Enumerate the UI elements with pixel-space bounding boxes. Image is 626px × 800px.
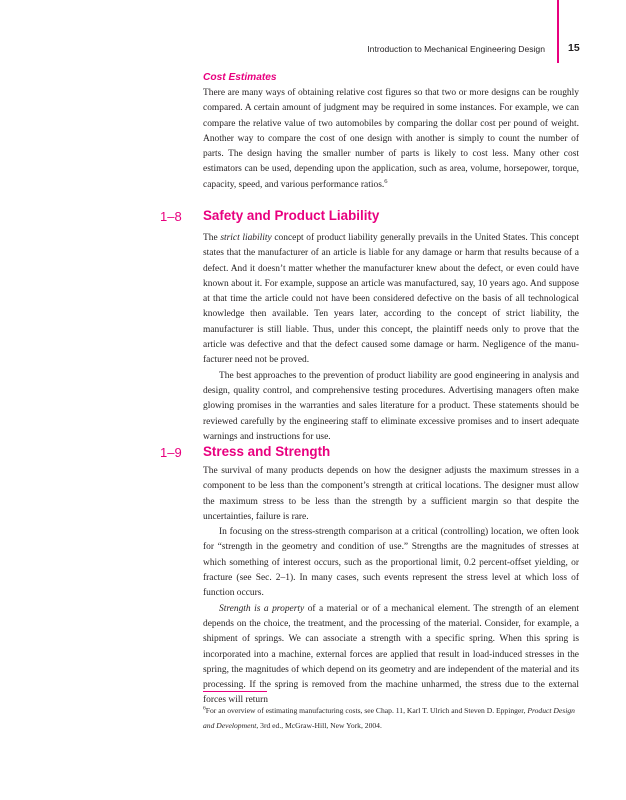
footnote-reference: 6	[384, 177, 388, 185]
cost-estimates-paragraph	[203, 86, 579, 193]
safety-paragraph-2: The best approaches to the prevention of product liability are good engineering in analysis and design, quality control, and comprehensive testing procedures. Advertising managers often make glowing promises in the warranties and sales literature for a product. These statements should be reviewed carefully by the engineering staff to eliminate excessive promises and to insert adequate warnings and instructions for use.	[203, 370, 579, 442]
safety-section-body	[203, 231, 579, 445]
stress-paragraph-1: The survival of many products depends on how the designer adjusts the maximum stresses in a component to be less than the component’s strength at critical locations. The designer must allow the maximum stress to be less than the strength by a sufficient margin so that despite the uncertainties, failure is rare.	[203, 466, 579, 522]
section-number-1-8: 1–8	[160, 209, 182, 224]
strict-liability-term: strict liability	[220, 233, 272, 243]
section-title-stress: Stress and Strength	[203, 444, 331, 459]
safety-p1-rest: concept of product liability generally prevails in the United States. This concept states that the manufacturer of an article is liable for any damage or harm that results because of a defect. And it doesn’t matter whether the manufacturer knew about the defect, or even could have known about it. For example, suppose an article was manufactured, say, 10 years ago. And suppose at that time the article could not have been considered defective on the basis of all technological knowledge then available. Ten years later, according to the concept of strict liability, the manufacturer is still liable. Thus, under this concept, the plaintiff needs only to prove that the article was defective and that the defect caused some damage or harm. Negligence of the manufacturer need not be proved.	[203, 233, 579, 366]
section-title-safety: Safety and Product Liability	[203, 208, 380, 223]
safety-p1-lead: The	[203, 233, 221, 243]
footnote-book-title: Product Design and Development	[203, 706, 575, 730]
header-vertical-rule	[557, 0, 559, 63]
stress-p3-rest: of a material or of a mechanical element. The strength of an element depends on the choice, the treatment, and the processing of the material. Consider, for example, a shipment of springs. We can associate a strength with a specific spring. When this spring is incorporated into a machine, external forces are applied that result in load-induced stresses in the spring, the magnitudes of which depend on its geometry and are independent of the material and its processing. If the spring is removed from the machine unharmed, the stress due to the external forces will return	[203, 603, 579, 706]
stress-paragraph-2: In focusing on the stress-strength comparison at a critical (controlling) location, we often look for “strength in the geometry and condition of use.” Strengths are the magnitudes of stresses at which something of interest occurs, such as the proportional limit, 0.2 percent-offset yielding, or fracture (see Sec. 2–1). In many cases, such events represent the stress level at which loss of function occurs.	[203, 527, 579, 599]
section-number-1-9: 1–9	[160, 445, 182, 460]
footnote-marker: 6	[203, 705, 206, 712]
cost-estimates-text: There are many ways of obtaining relative cost figures so that two or more designs can be roughly compared. A certain amount of judgment may be required in some instances. For example, we can compare the relative value of two automobiles by comparing the dollar cost per pound of weight. Another way to compare the cost of one design with another is simply to count the number of parts. The design having the smaller number of parts is likely to cost less. Many other cost estimators can be used, depending upon the application, such as area, volume, horsepower, torque, capacity, speed, and various performance ratios.	[203, 88, 579, 190]
footnote	[203, 703, 579, 733]
cost-estimates-block	[203, 72, 579, 193]
cost-estimates-heading: Cost Estimates	[203, 72, 277, 83]
footnote-text-lead: For an overview of estimating manufacturing costs, see Chap. 11, Karl T. Ulrich and Steven D. Eppinger,	[205, 706, 528, 715]
running-header-title: Introduction to Mechanical Engineering Design	[367, 44, 545, 54]
safety-paragraph-1	[203, 231, 579, 369]
footnote-rule	[203, 691, 267, 692]
strength-property-term: Strength is a property	[219, 603, 305, 614]
footnote-text-tail: , 3rd ed., McGraw-Hill, New York, 2004.	[256, 721, 382, 730]
page-number: 15	[568, 42, 580, 54]
